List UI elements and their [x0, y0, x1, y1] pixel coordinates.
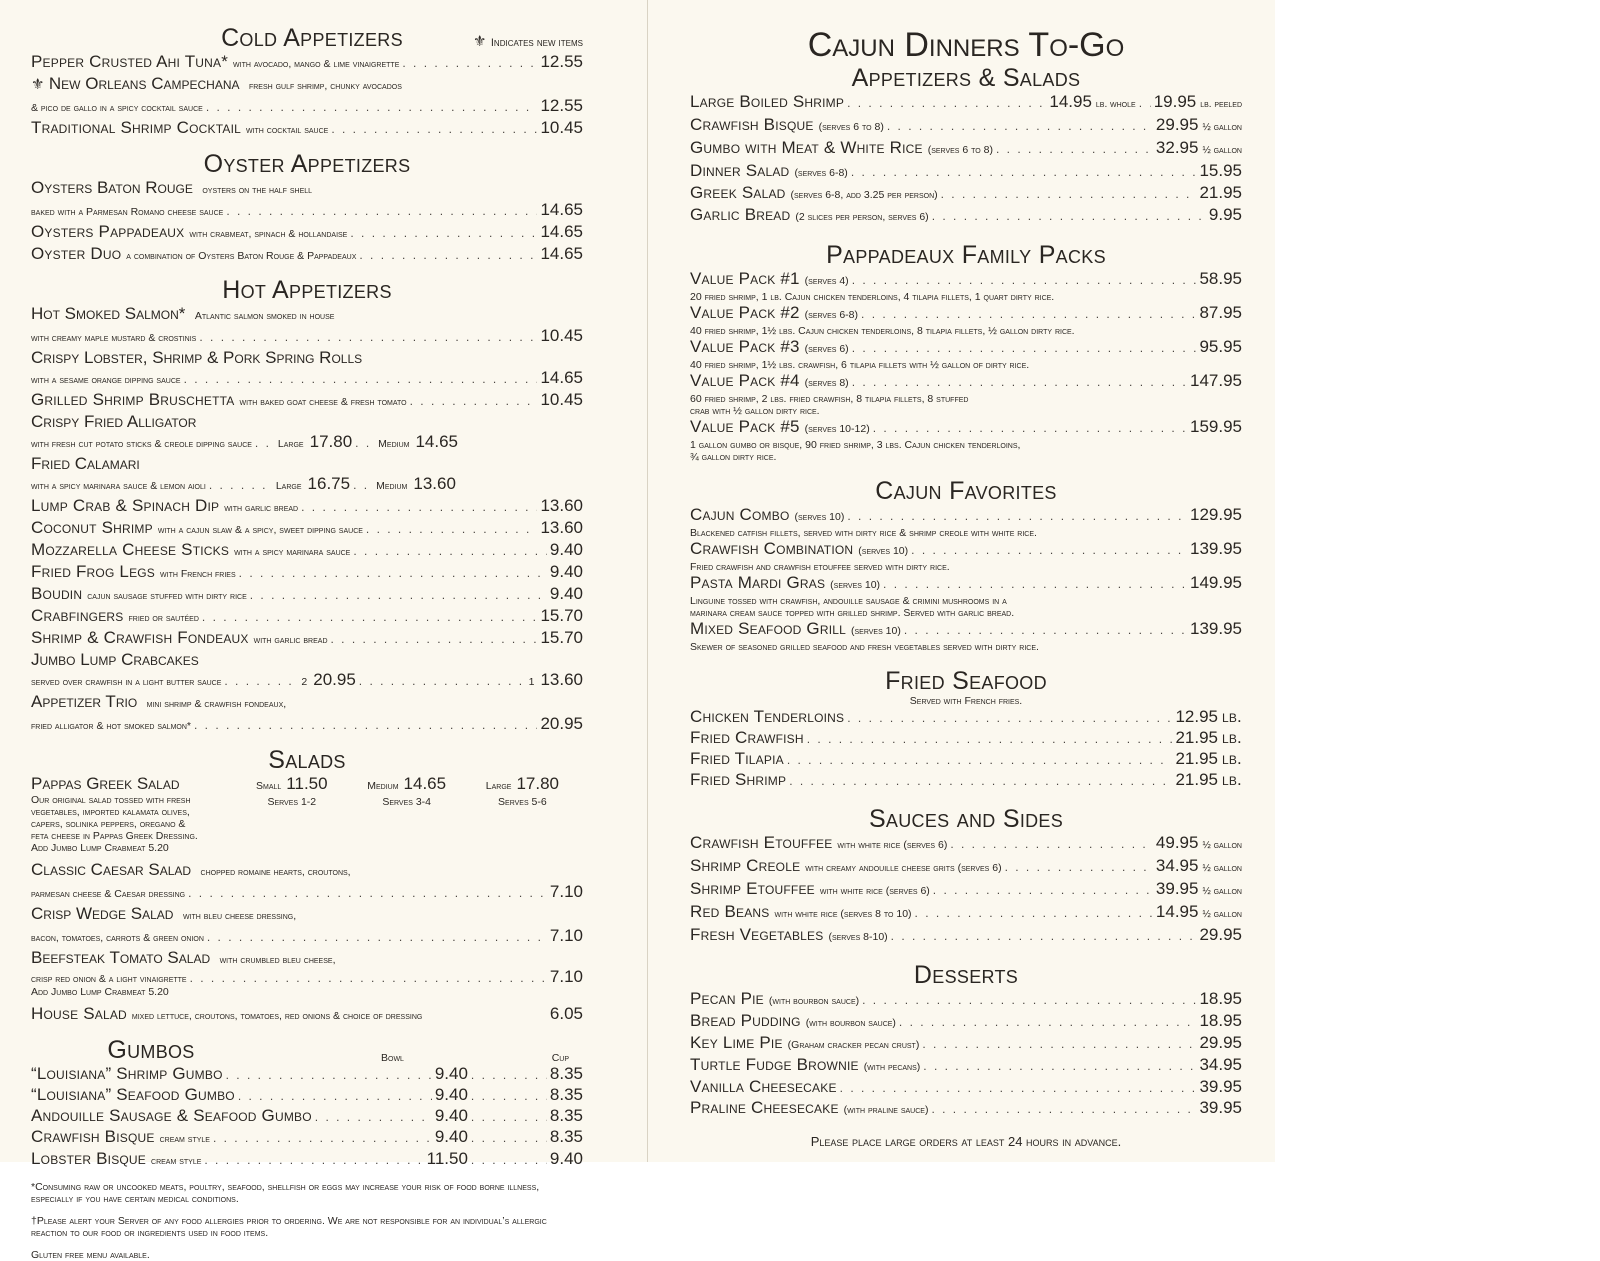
menu-item: Fried Shrimp . . . 21.95 lb.: [690, 770, 1242, 791]
menu-item: Turtle Fudge Brownie (with pecans) . . . 34.95: [690, 1055, 1242, 1077]
menu-item: Cajun Combo (serves 10) . . . 129.95: [690, 505, 1242, 527]
menu-item: Oysters Pappadeaux with crabmeat, spinach & hollandaise . . . 14.65: [31, 222, 583, 244]
menu-item: Red Beans with white rice (serves 8 to 10) . . . 14.95 ½ gallon: [690, 902, 1242, 925]
menu-item: Crispy Lobster, Shrimp & Pork Spring Rolls: [31, 348, 363, 367]
allergy-disclaimer: †Please alert your Server of any food allergies prior to ordering. We are not responsible for an individual’s allergic reaction to our food or ingredients used in food items.: [31, 1215, 547, 1239]
right-menu-page: [648, 0, 1275, 1162]
section-title-gumbos: Gumbos: [107, 1036, 195, 1064]
menu-item: Mixed Seafood Grill (serves 10) . . . 139.95: [690, 619, 1242, 641]
menu-item-detail: with a spicy marinara sauce & lemon aioli . . . Large 16.75 . . . Medium 13.60: [31, 474, 583, 496]
large-order-notice: Please place large orders at least 24 hours in advance.: [810, 1134, 1122, 1149]
menu-item: Lobster Bisque cream style . . . 11.50 . . . 9.40: [31, 1149, 583, 1171]
greek-salad-name: Pappas Greek Salad: [31, 774, 180, 793]
menu-item: House Salad mixed lettuce, croutons, tomatoes, red onions & choice of dressing 6.05: [31, 1004, 583, 1023]
menu-item: Fried Tilapia . . . 21.95 lb.: [690, 749, 1242, 770]
menu-item: Hot Smoked Salmon* Atlantic salmon smoked in house: [31, 304, 335, 323]
menu-item: Shrimp & Crawfish Fondeaux with garlic bread . . . 15.70: [31, 628, 583, 650]
menu-item: Vanilla Cheesecake . . . 39.95: [690, 1077, 1242, 1098]
new-items-legend: Indicates new items: [490, 37, 583, 49]
section-title-appetizers-salads: Appetizers & Salads: [851, 64, 1081, 92]
greek-salad-sizes: Small 11.50 Serves 1-2 Medium 14.65 Serves 3-4 Large 17.80 Serves 5-6: [256, 774, 559, 808]
section-title-desserts: Desserts: [913, 961, 1019, 989]
menu-item: Value Pack #4 (serves 8) . . . 147.95: [690, 371, 1242, 393]
section-title-fried-seafood: Fried Seafood: [885, 667, 1047, 695]
page-title: Cajun Dinners To-Go: [807, 26, 1125, 64]
menu-item: Fried Frog Legs with French fries . . . 9.40: [31, 562, 583, 584]
menu-item: Fried Calamari: [31, 454, 140, 473]
section-title-cajun-favorites: Cajun Favorites: [875, 477, 1057, 505]
menu-item: Classic Caesar Salad chopped romaine hearts, croutons,: [31, 860, 351, 879]
menu-item: Traditional Shrimp Cocktail with cocktail sauce . . . 10.45: [31, 118, 583, 140]
menu-item: Praline Cheesecake (with praline sauce) . . . 39.95: [690, 1098, 1242, 1120]
cup-column-label: Cup: [551, 1052, 569, 1064]
menu-item: Key Lime Pie (Graham cracker pecan crust) . . . 29.95: [690, 1033, 1242, 1055]
menu-item-detail: with creamy maple mustard & crostinis . . . 10.45: [31, 326, 583, 348]
menu-item: Crispy Fried Alligator: [31, 412, 197, 431]
cold-appetizers-header: [31, 24, 583, 52]
menu-item-detail: parmesan cheese & Caesar dressing . . . 7.10: [31, 882, 583, 904]
menu-item: Bread Pudding (with bourbon sauce) . . . 18.95: [690, 1011, 1242, 1033]
menu-item: Pepper Crusted Ahi Tuna* with avocado, mango & lime vinaigrette . . . 12.55: [31, 52, 583, 74]
left-column: Cold Appetizers ⚜ Indicates new items Pepper Crusted Ahi Tuna* with avocado, mango & lime vinaigrette . . . 12.55 ⚜ New Orleans Campechana fresh gulf shrimp, chunky avocados & pico de gallo in a spicy cocktail sauce . . . 12.55 Traditional Shrimp Cocktail with cocktail sauce . . . 10.45 Oyster Appetizers Oysters Baton Rouge oysters on the half shell baked with a Parmesan Romano cheese sauce . . . 14.65 Oysters Pappadeaux with crabmeat, spinach & hollandaise . . . 14.65 Oyster Duo a combination of Oysters Baton Rouge & Pappadeaux . . . 14.65 Hot Appetizers Hot Smoked Salmon* Atlantic salmon smoked in house with creamy maple mustard & crostinis . . . 10.45 Crispy Lobster, Shrimp & Pork Spring Rolls with a sesame orange dipping sauce . . . 14.65 Grilled Shrimp Bruschetta with baked goat cheese & fresh tomato . . . 10.45 Crispy Fried Alligator with fresh cut potato sticks & creole dipping sauce . . . Large 17.80 . . . Medium 14.65 Fried Calamari with a spicy marinara sauce & lemon aioli . . . Large 16.75 . . . Medium 13.60 Lump Crab & Spinach Dip with garlic bread . . . 13.60 Coconut Shrimp with a cajun slaw & a spicy, sweet dipping sauce . . . 13.60 Mozzarella Cheese Sticks with a spicy marinara sauce . . . 9.40 Fried Frog Legs with French fries . . . 9.40 Boudin cajun sausage stuffed with dirty rice . . . 9.40 Crabfingers fried or sautéed . . . 15.70 Shrimp & Crawfish Fondeaux with garlic bread . . . 15.70 Jumbo Lump Crabcakes served over crawfish in a light butter sauce . . . 2 20.95 . . . 1 13.60 Appetizer Trio mini shrimp & crawfish fondeaux, fried alligator & hot smoked salmon* . . . 20.95 Salads Pappas Greek Salad Our original salad tossed with fresh vegetables, imported kalamata olives, capers, solinika peppers, oregano & feta cheese in Pappas Greek Dressing. Add Jumbo Lump Crabmeat 5.20 Small 11.50 Serves 1-2 Medium 14.65 Serves 3-4 Large 17.80 Serves 5-6 Classic Caesar Salad chopped romaine hearts, croutons, parmesan cheese & Caesar dressing . . . 7.10 Crisp Wedge Salad with bleu cheese dressing, bacon, tomatoes, carrots & green onion . . . 7.10 Beefsteak Tomato Salad with crumbled bleu cheese, crisp red onion & a light vinaigrette . . . 7.10 Add Jumbo Lump Crabmeat 5.20 House Salad mixed lettuce, croutons, tomatoes, red onions & choice of dressing 6.05 Gumbos Bowl Cup “Louisiana” Shrimp Gumbo . . . 9.40 . . . 8.35 “Louisiana” Seafood Gumbo . . . 9.40 . . . 8.35 Andouille Sausage & Seafood Gumbo . . . 9.40 . . . 8.35 Crawfish Bisque cream style . . . 9.40 . . . 8.35 Lobster Bisque cream style . . . 11.50 . . . 9.40 *Consuming raw or uncooked meats, poultry, seafood, shellfish or eggs may increase your risk of food borne illness, especially if you have certain medical conditions. †Please alert your Server of any food allergies prior to ordering. We are not responsible for an individual’s allergic reaction to our food or ingredients used in food items. Gluten free menu available.: [31, 24, 583, 1261]
menu-item: Shrimp Etouffee with white rice (serves 6) . . . 39.95 ½ gallon: [690, 879, 1242, 902]
left-menu-page: [0, 0, 648, 1261]
gluten-free-note: Gluten free menu available.: [31, 1249, 150, 1261]
menu-item: Gumbo with Meat & White Rice (serves 6 to 8) . . . 32.95 ½ gallon: [690, 138, 1242, 161]
menu-item: Shrimp Creole with creamy andouille cheese grits (serves 6) . . . 34.95 ½ gallon: [690, 856, 1242, 879]
menu-item: Andouille Sausage & Seafood Gumbo . . . 9.40 . . . 8.35: [31, 1106, 583, 1127]
right-column: Cajun Dinners To-Go Appetizers & Salads Large Boiled Shrimp . . . 14.95 lb. whole . . . 19.95 lb. peeled Crawfish Bisque (serves 6 to 8) . . . 29.95 ½ gallon Gumbo with Meat & White Rice (serves 6 to 8) . . . 32.95 ½ gallon Dinner Salad (serves 6-8) . . . 15.95 Greek Salad (serves 6-8, add 3.25 per person) . . . 21.95 Garlic Bread (2 slices per person, serves 6) . . . 9.95 Pappadeaux Family Packs Value Pack #1 (serves 4) . . . 58.95 20 fried shrimp, 1 lb. Cajun chicken tenderloins, 4 tilapia fillets, 1 quart dirty rice. Value Pack #2 (serves 6-8) . . . 87.95 40 fried shrimp, 1½ lbs. Cajun chicken tenderloins, 8 tilapia fillets, ½ gallon dirty rice. Value Pack #3 (serves 6) . . . 95.95 40 fried shrimp, 1½ lbs. crawfish, 6 tilapia fillets with ½ gallon of dirty rice. Value Pack #4 (serves 8) . . . 147.95 60 fried shrimp, 2 lbs. fried crawfish, 8 tilapia fillets, 8 stuffed crab with ½ gallon dirty rice. Value Pack #5 (serves 10-12) . . . 159.95 1 gallon gumbo or bisque, 90 fried shrimp, 3 lbs. Cajun chicken tenderloins, ¾ gallon dirty rice. Cajun Favorites Cajun Combo (serves 10) . . . 129.95 Blackened catfish fillets, served with dirty rice & shrimp creole with white rice. Crawfish Combination (serves 10) . . . 139.95 Fried crawfish and crawfish etouffee served with dirty rice. Pasta Mardi Gras (serves 10) . . . 149.95 Linguine tossed with crawfish, andouille sausage & crimini mushrooms in a marinara cream sauce topped with grilled shrimp. Served with garlic bread. Mixed Seafood Grill (serves 10) . . . 139.95 Skewer of seasoned grilled seafood and fresh vegetables served with dirty rice. Fried Seafood Served with French fries. Chicken Tenderloins . . . 12.95 lb. Fried Crawfish . . . 21.95 lb. Fried Tilapia . . . 21.95 lb. Fried Shrimp . . . 21.95 lb. Sauces and Sides Crawfish Etouffee with white rice (serves 6) . . . 49.95 ½ gallon Shrimp Creole with creamy andouille cheese grits (serves 6) . . . 34.95 ½ gallon Shrimp Etouffee with white rice (serves 6) . . . 39.95 ½ gallon Red Beans with white rice (serves 8 to 10) . . . 14.95 ½ gallon Fresh Vegetables (serves 8-10) . . . 29.95 Desserts Pecan Pie (with bourbon sauce) . . . 18.95 Bread Pudding (with bourbon sauce) . . . 18.95 Key Lime Pie (Graham cracker pecan crust) . . . 29.95 Turtle Fudge Brownie (with pecans) . . . 34.95 Vanilla Cheesecake . . . 39.95 Praline Cheesecake (with praline sauce) . . . 39.95 Please place large orders at least 24 hours in advance.: [690, 26, 1242, 1149]
menu-item: Beefsteak Tomato Salad with crumbled bleu cheese,: [31, 948, 336, 967]
section-title-family-packs: Pappadeaux Family Packs: [826, 241, 1106, 269]
menu-item: Fried Crawfish . . . 21.95 lb.: [690, 728, 1242, 749]
menu-item: Dinner Salad (serves 6-8) . . . 15.95: [690, 161, 1242, 183]
menu-item: “Louisiana” Seafood Gumbo . . . 9.40 . . . 8.35: [31, 1085, 583, 1106]
fleur-de-lis-icon: ⚜: [31, 76, 45, 93]
menu-item: Crawfish Bisque cream style . . . 9.40 . . . 8.35: [31, 1127, 583, 1149]
menu-item-detail: with fresh cut potato sticks & creole dipping sauce . . . Large 17.80 . . . Medium 14.65: [31, 432, 583, 454]
section-title-hot-appetizers: Hot Appetizers: [222, 276, 392, 304]
menu-item: Jumbo Lump Crabcakes: [31, 650, 199, 669]
raw-food-disclaimer: *Consuming raw or uncooked meats, poultry, seafood, shellfish or eggs may increase your risk of food borne illness, especially if you have certain medical conditions.: [31, 1181, 540, 1205]
menu-item: Crabfingers fried or sautéed . . . 15.70: [31, 606, 583, 628]
section-title-oyster-appetizers: Oyster Appetizers: [203, 150, 411, 178]
menu-item: ⚜ New Orleans Campechana fresh gulf shrimp, chunky avocados: [31, 74, 402, 93]
menu-item-detail: & pico de gallo in a spicy cocktail sauce . . . 12.55: [31, 96, 583, 118]
menu-item: “Louisiana” Shrimp Gumbo . . . 9.40 . . . 8.35: [31, 1064, 583, 1085]
menu-item: Garlic Bread (2 slices per person, serves 6) . . . 9.95: [690, 205, 1242, 227]
menu-item: Pasta Mardi Gras (serves 10) . . . 149.95: [690, 573, 1242, 595]
menu-item: Oysters Baton Rouge oysters on the half shell: [31, 178, 313, 197]
menu-item-detail: fried alligator & hot smoked salmon* . . . 20.95: [31, 714, 583, 736]
menu-item: Pecan Pie (with bourbon sauce) . . . 18.95: [690, 989, 1242, 1011]
gumbos-header: [31, 1036, 583, 1064]
menu-item: Value Pack #5 (serves 10-12) . . . 159.95: [690, 417, 1242, 439]
menu-item: Appetizer Trio mini shrimp & crawfish fondeaux,: [31, 692, 287, 711]
section-title-salads: Salads: [268, 746, 346, 774]
menu-item: Grilled Shrimp Bruschetta with baked goat cheese & fresh tomato . . . 10.45: [31, 390, 583, 412]
menu-item: Coconut Shrimp with a cajun slaw & a spicy, sweet dipping sauce . . . 13.60: [31, 518, 583, 540]
menu-item: Crawfish Bisque (serves 6 to 8) . . . 29.95 ½ gallon: [690, 115, 1242, 138]
menu-item-detail: baked with a Parmesan Romano cheese sauce . . . 14.65: [31, 200, 583, 222]
menu-item: Crisp Wedge Salad with bleu cheese dressing,: [31, 904, 297, 923]
menu-item: Crawfish Etouffee with white rice (serves 6) . . . 49.95 ½ gallon: [690, 833, 1242, 856]
fleur-de-lis-icon: ⚜: [472, 33, 487, 50]
menu-item: Crawfish Combination (serves 10) . . . 139.95: [690, 539, 1242, 561]
menu-item-detail: served over crawfish in a light butter sauce . . . 2 20.95 . . . 1 13.60: [31, 670, 583, 692]
menu-item-detail: with a sesame orange dipping sauce . . . 14.65: [31, 368, 583, 390]
menu-item: Chicken Tenderloins . . . 12.95 lb.: [690, 707, 1242, 728]
menu-item: Value Pack #1 (serves 4) . . . 58.95: [690, 269, 1242, 291]
menu-item: Oyster Duo a combination of Oysters Baton Rouge & Pappadeaux . . . 14.65: [31, 244, 583, 266]
menu-item: Greek Salad (serves 6-8, add 3.25 per person) . . . 21.95: [690, 183, 1242, 205]
menu-item: Large Boiled Shrimp . . . 14.95 lb. whole . . . 19.95 lb. peeled: [690, 92, 1242, 115]
menu-item: Mozzarella Cheese Sticks with a spicy marinara sauce . . . 9.40: [31, 540, 583, 562]
menu-item: Value Pack #2 (serves 6-8) . . . 87.95: [690, 303, 1242, 325]
menu-item: Lump Crab & Spinach Dip with garlic bread . . . 13.60: [31, 496, 583, 518]
fried-seafood-subtitle: Served with French fries.: [909, 695, 1023, 707]
section-title-sauces-sides: Sauces and Sides: [868, 805, 1064, 833]
menu-item: Value Pack #3 (serves 6) . . . 95.95: [690, 337, 1242, 359]
section-title-cold-appetizers: Cold Appetizers: [221, 24, 403, 52]
menu-item-detail: bacon, tomatoes, carrots & green onion . . . 7.10: [31, 926, 583, 948]
menu-item: Fresh Vegetables (serves 8-10) . . . 29.95: [690, 925, 1242, 947]
greek-salad-block: Pappas Greek Salad Our original salad tossed with fresh vegetables, imported kalamata olives, capers, solinika peppers, oregano & feta cheese in Pappas Greek Dressing. Add Jumbo Lump Crabmeat 5.20 Small 11.50 Serves 1-2 Medium 14.65 Serves 3-4 Large 17.80 Serves 5-6: [31, 774, 583, 854]
menu-item-detail: crisp red onion & a light vinaigrette . . . 7.10: [31, 970, 583, 986]
menu-item: Boudin cajun sausage stuffed with dirty rice . . . 9.40: [31, 584, 583, 606]
bowl-column-label: Bowl: [381, 1052, 404, 1064]
